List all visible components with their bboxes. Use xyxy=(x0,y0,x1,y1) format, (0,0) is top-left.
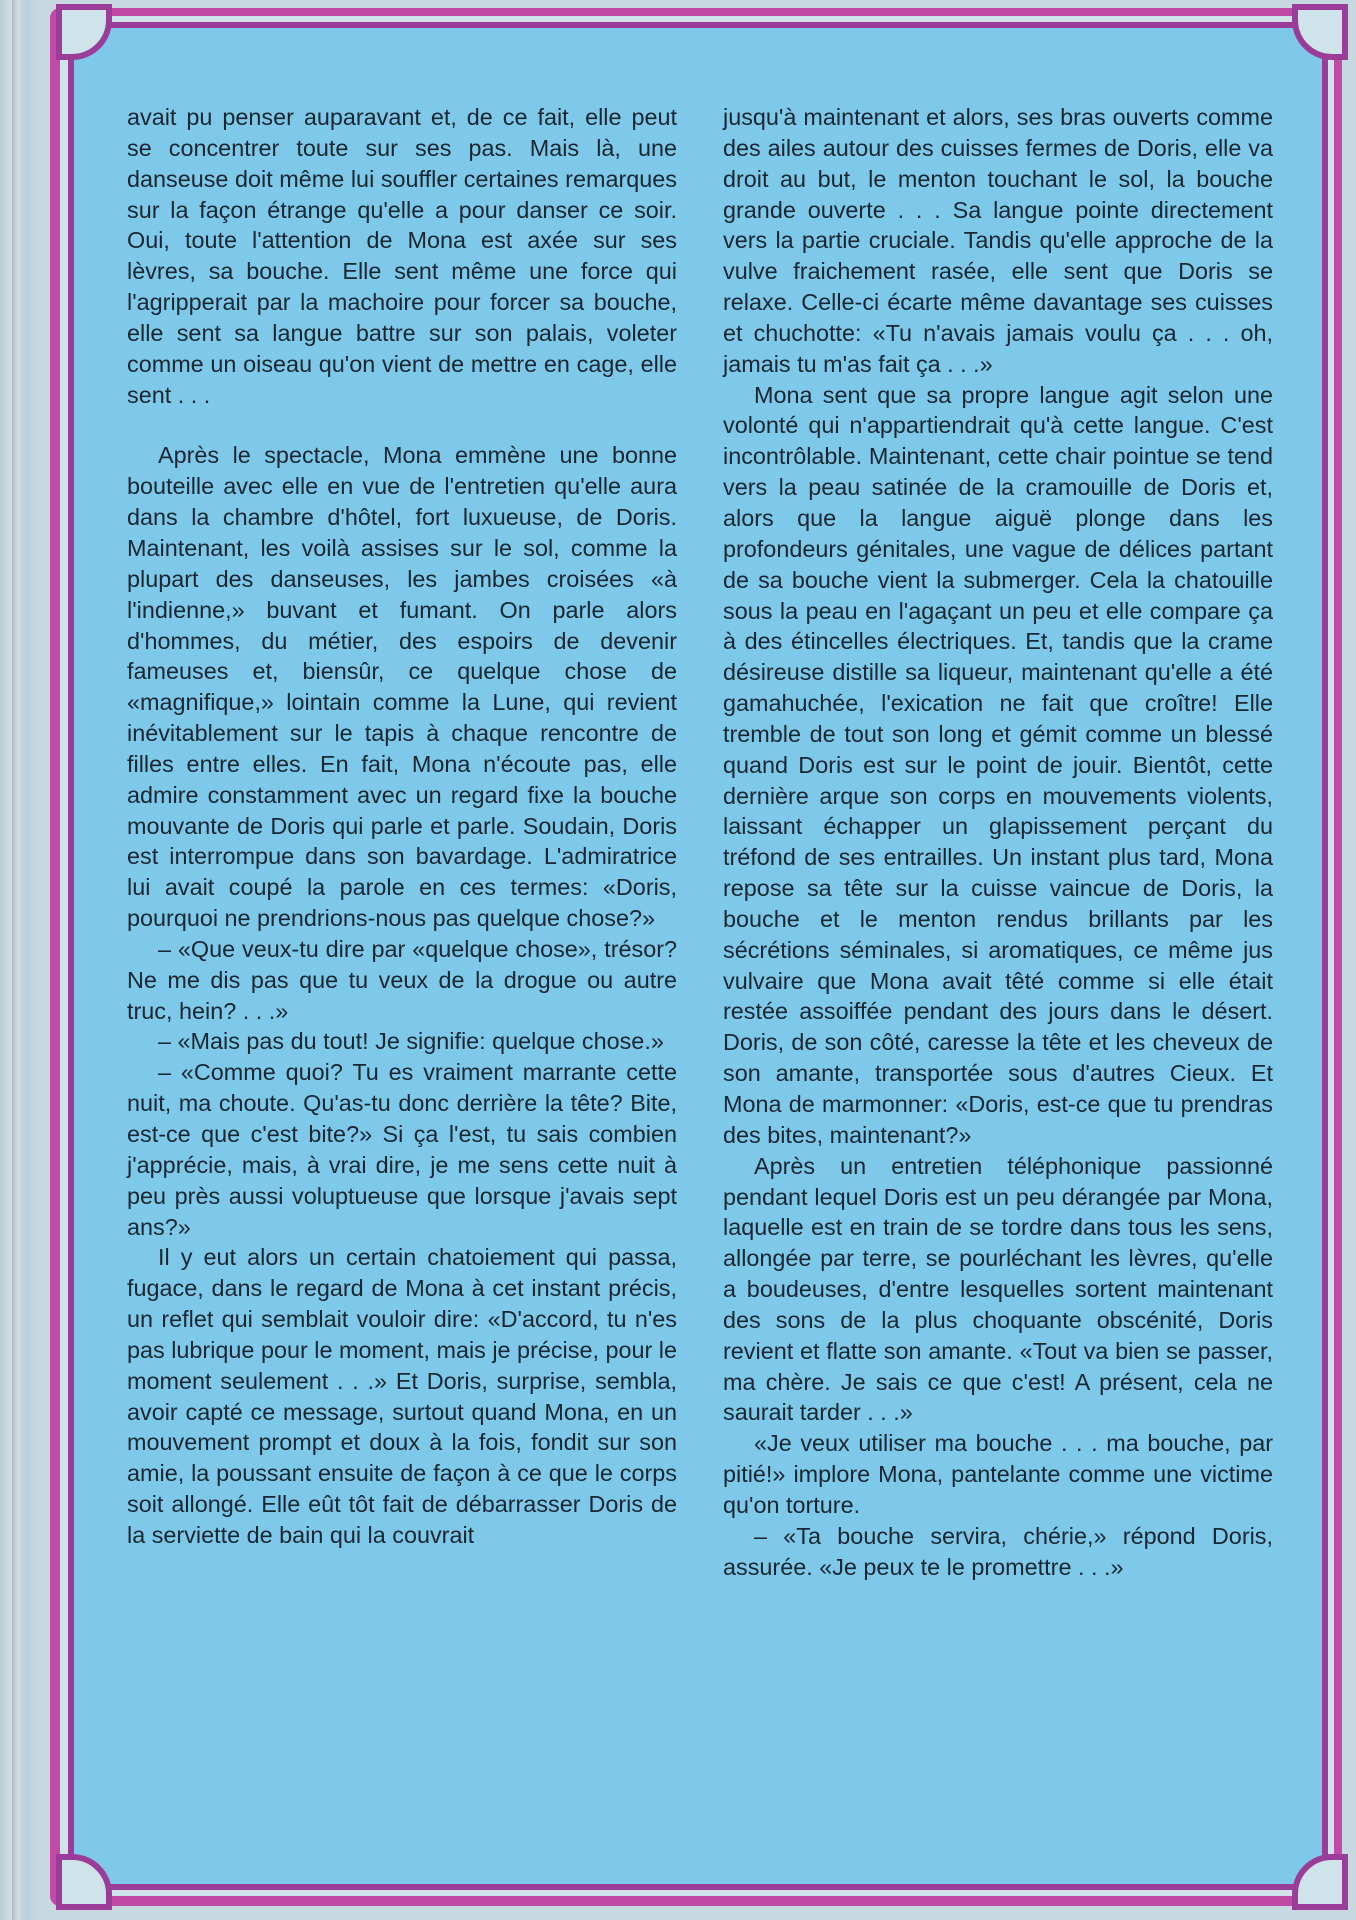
article-column-right xyxy=(723,102,1273,1583)
paragraph: Il y eut alors un certain chatoiement qui passa, fugace, dans le regard de Mona à cet instant précis, un reflet qui semblait vouloir dire: «D'accord, tu n'es pas lubrique pour le moment, mais je précise, pour le moment seulement . . .» Et Doris, surprise, sembla, avoir capté ce message, surtout quand Mona, en un mouvement prompt et doux à la fois, fondit sur son amie, la poussant ensuite de façon à ce que le corps soit allongé. Elle eût tôt fait de débarrasser Doris de la serviette de bain qui la couvrait xyxy=(127,1244,677,1548)
paragraph: – «Comme quoi? Tu es vraiment marrante cette nuit, ma choute. Qu'as-tu donc derrière la tête? Bite, est-ce que c'est bite?» Si ça l'est, tu sais combien j'apprécie, mais, à vrai dire, je me sens cette nuit à peu près aussi voluptueuse que lorsque j'avais sept ans?» xyxy=(127,1059,677,1240)
paragraph: avait pu penser auparavant et, de ce fait, elle peut se concentrer toute sur ses pas. Mais là, une danseuse doit même lui souffler certaines remarques sur la façon étrange qu'elle a pour danser ce soir. Oui, toute l'attention de Mona est axée sur ses lèvres, sa bouche. Elle sent même une force qui l'agripperait par la machoire pour forcer sa bouche, elle sent sa langue battre sur son palais, voleter comme un oiseau qu'on vient de mettre en cage, elle sent . . . xyxy=(127,104,677,408)
paragraph: jusqu'à maintenant et alors, ses bras ouverts comme des ailes autour des cuisses fermes de Doris, elle va droit au but, le menton touchant le sol, la bouche grande ouverte . . . Sa langue pointe directement vers la partie cruciale. Tandis qu'elle approche de la vulve fraichement rasée, elle sent que Doris se relaxe. Celle-ci écarte même davantage ses cuisses et chuchotte: «Tu n'avais jamais voulu ça . . . oh, jamais tu m'as fait ça . . .» xyxy=(723,104,1273,377)
paragraph: – «Ta bouche servira, chérie,» répond Doris, assurée. «Je peux te le promettre . . .» xyxy=(723,1522,1273,1580)
paragraph: Mona sent que sa propre langue agit selon une volonté qui n'appartiendrait qu'à cette langue. C'est incontrôlable. Maintenant, cette chair pointue se tend vers la peau satinée de la cramouille de Doris et, alors que la langue aiguë plonge dans les profondeurs génitales, une vague de délices partant de sa bouche vient la submerger. Cela la chatouille sous la peau en l'agaçant un peu et elle compare ça à des étincelles électriques. Et, tandis que la crame désireuse distille sa liqueur, maintenant qu'elle a été gamahuchée, l'exication ne fait que croître! Elle tremble de tout son long et gémit comme un blessé quand Doris est sur le point de jouir. Bientôt, cette dernière arque son corps en mouvements violents, laissant échapper un glapissement perçant du tréfond de ses entrailles. Un instant plus tard, Mona repose sa tête sur la cuisse vaincue de Doris, la bouche et le menton rendus brillants par les sécrétions séminales, si aromatiques, ce même jus vulvaire que Mona avait têté comme si elle était restée assoiffée pendant des jours dans le désert. Doris, de son côté, caresse la tête et les cheveux de son amante, transportée sous d'autres Cieux. Et Mona de marmonner: «Doris, est-ce que tu prendras des bites, maintenant?» xyxy=(723,381,1273,1148)
paragraph: «Je veux utiliser ma bouche . . . ma bouche, par pitié!» implore Mona, pantelante comme une victime qu'on torture. xyxy=(723,1430,1273,1518)
article-column-left xyxy=(127,102,677,1551)
page-gutter-shadow xyxy=(12,0,18,1920)
paragraph: – «Mais pas du tout! Je signifie: quelque chose.» xyxy=(158,1028,664,1055)
paragraph: Après un entretien téléphonique passionné pendant lequel Doris est un peu dérangée par Mona, laquelle est en train de se tordre dans tous les sens, allongée par terre, se pourléchant les lèvres, qu'elle a boudeuses, d'entre lesquelles sortent maintenant des sons de la plus choquante obscénité, Doris revient et flatte son amante. «Tout va bien se passer, ma chère. Je sais ce que c'est! A présent, cela ne saurait tarder . . .» xyxy=(723,1152,1273,1426)
paragraph: Après le spectacle, Mona emmène une bonne bouteille avec elle en vue de l'entretien qu'elle aura dans la chambre d'hôtel, fort luxueuse, de Doris. Maintenant, les voilà assises sur le sol, comme la plupart des danseuses, les jambes croisées «à l'indienne,» buvant et fumant. On parle alors d'hommes, du métier, des espoirs de devenir fameuses et, biensûr, ce quelque chose de «magnifique,» lointain comme la Lune, qui revient inévitablement sur le tapis à chaque rencontre de filles entre elles. En fait, Mona n'écoute pas, elle admire constamment avec un regard fixe la bouche mouvante de Doris qui parle et parle. Soudain, Doris est interrompue dans son bavardage. L'admiratrice lui avait coupé la parole en ces termes: «Doris, pourquoi ne prendrions-nous pas quelque chose?» xyxy=(127,442,677,932)
paragraph: – «Que veux-tu dire par «quelque chose», trésor? Ne me dis pas que tu veux de la drogue ou autre truc, hein? . . .» xyxy=(127,935,677,1024)
